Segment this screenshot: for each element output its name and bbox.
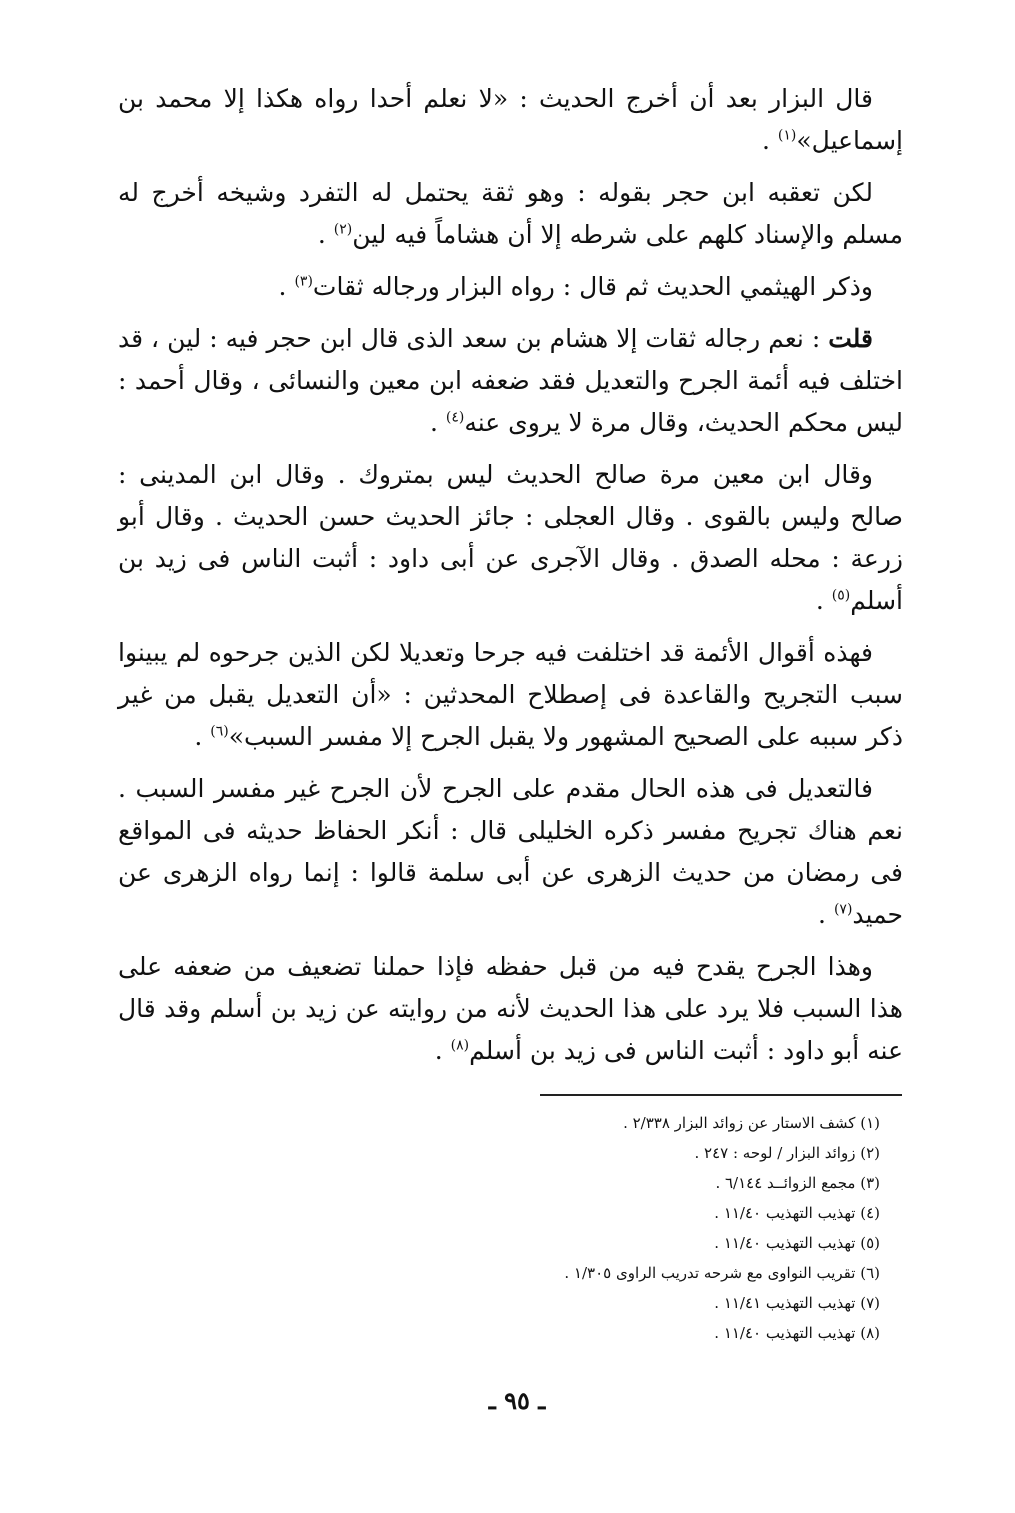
main-text [118, 78, 903, 1082]
footnote-item: (٢) زوائد البزار / لوحه : ٢٤٧ . [694, 1144, 880, 1162]
paragraph-2 [118, 172, 903, 256]
paragraph-tail: . [815, 586, 832, 615]
paragraph-tail: . [818, 900, 834, 929]
paragraph-8 [118, 946, 903, 1072]
footnote-item: (٧) تهذيب التهذيب ١١/٤١ . [714, 1294, 880, 1312]
paragraph-tail: . [429, 408, 446, 437]
footnote-ref: (٢) [333, 221, 353, 238]
footnote-ref: (١) [777, 127, 797, 144]
paragraph-5 [118, 454, 903, 622]
paragraph-3 [118, 266, 903, 308]
paragraph-text: وذكر الهيثمي الحديث ثم قال : رواه البزار ورجاله ثقات [312, 272, 873, 301]
paragraph-lead: قلت [828, 324, 873, 353]
footnote-item: (١) كشف الاستار عن زوائد البزار ٢/٣٣٨ . [623, 1114, 880, 1132]
paragraph-tail: . [317, 220, 334, 249]
paragraph-6 [118, 632, 903, 758]
paragraph-tail: . [278, 272, 295, 301]
footnote-ref: (٤) [445, 409, 465, 426]
paragraph-text: لكن تعقبه ابن حجر بقوله : وهو ثقة يحتمل له التفرد وشيخه أخرج له مسلم والإسناد كلهم على شرطه إلا أن هشاماً فيه لين [118, 178, 903, 249]
footnote-divider [540, 1094, 902, 1096]
footnote-ref: (٨) [450, 1037, 470, 1054]
paragraph-7 [118, 768, 903, 936]
footnote-ref: (٥) [831, 587, 851, 604]
paragraph-text: قال البزار بعد أن أخرج الحديث : «لا نعلم أحدا رواه هكذا إلا محمد بن إسماعيل» [118, 84, 903, 155]
footnote-item: (٨) تهذيب التهذيب ١١/٤٠ . [714, 1324, 880, 1342]
paragraph-text: وقال ابن معين مرة صالح الحديث ليس بمتروك . وقال ابن المدينى : صالح وليس بالقوى . وقال العجلى : جائز الحديث حسن الحديث . وقال أبو زرعة : محله الصدق . وقال الآجرى عن أبى داود : أثبت الناس فى زيد بن أسلم [118, 460, 903, 615]
paragraph-text: فهذه أقوال الأئمة قد اختلفت فيه جرحا وتعديلا لكن الذين جرحوه لم يبينوا سبب التجريح والقاعدة فى إصطلاح المحدثين : «أن التعديل يقبل من غير ذكر سببه على الصحيح المشهور ولا يقبل الجرح إلا مفسر السبب» [118, 638, 903, 751]
paragraph-text: فالتعديل فى هذه الحال مقدم على الجرح لأن الجرح غير مفسر السبب . نعم هناك تجريح مفسر ذكره الخليلى قال : أنكر الحفاظ حديثه فى المواقع فى رمضان من حديث الزهرى عن أبى سلمة قالوا : إنما رواه الزهرى عن حميد [118, 774, 903, 929]
footnote-item: (٦) تقريب النواوى مع شرحه تدريب الراوى ١/٣٠٥ . [564, 1264, 880, 1282]
footnote-item: (٤) تهذيب التهذيب ١١/٤٠ . [714, 1204, 880, 1222]
footnotes [430, 1108, 880, 1348]
paragraph-tail: . [434, 1036, 451, 1065]
paragraph-tail: . [194, 722, 211, 751]
footnote-item: (٣) مجمع الزوائــد ٦/١٤٤ . [715, 1174, 880, 1192]
paragraph-tail: . [761, 126, 778, 155]
paragraph-4 [118, 318, 903, 444]
paragraph-text: وهذا الجرح يقدح فيه من قبل حفظه فإذا حملنا تضعيف من ضعفه على هذا السبب فلا يرد على هذا الحديث لأنه من روايته عن زيد بن أسلم وقد قال عنه أبو داود : أثبت الناس فى زيد بن أسلم [118, 952, 903, 1065]
footnote-ref: (٣) [294, 273, 313, 290]
page-number: ـ ٩٥ ـ [488, 1386, 546, 1415]
footnote-ref: (٦) [210, 723, 229, 740]
paragraph-1 [118, 78, 903, 162]
paragraph-text: : نعم رجاله ثقات إلا هشام بن سعد الذى قال ابن حجر فيه : لين ، قد اختلف فيه أئمة الجرح والتعديل فقد ضعفه ابن معين والنسائى ، وقال أحمد : ليس محكم الحديث، وقال مرة لا يروى عنه [118, 324, 903, 437]
footnote-ref: (٧) [833, 901, 853, 918]
footnote-item: (٥) تهذيب التهذيب ١١/٤٠ . [714, 1234, 880, 1252]
